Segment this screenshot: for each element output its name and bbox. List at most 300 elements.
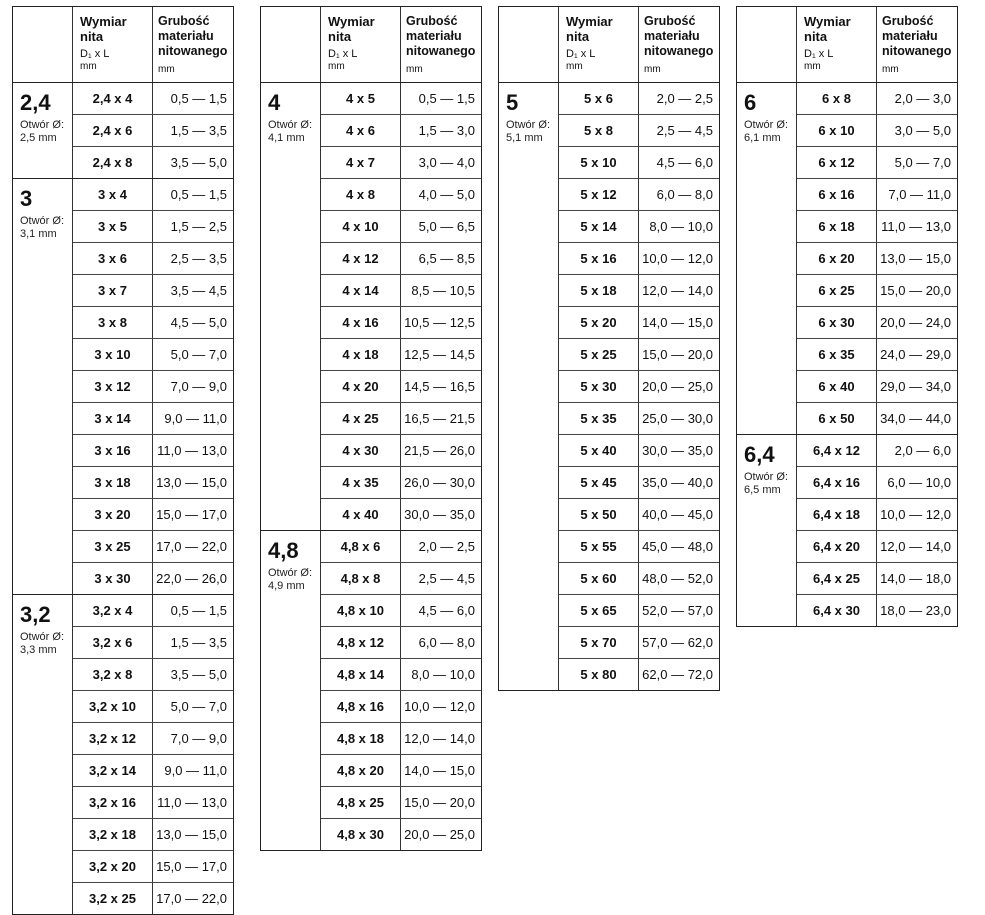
table-row: [73, 242, 233, 274]
thickness-range-cell: 17,0 — 22,0: [156, 539, 227, 554]
rivet-size-cell: 5 x 14: [559, 211, 639, 242]
table-row: [321, 370, 481, 402]
thickness-range-cell: 2,0 — 3,0: [894, 91, 951, 106]
thickness-range-cell: 15,0 — 20,0: [880, 283, 951, 298]
rivet-diameter: 2,4: [20, 90, 51, 115]
rivet-size-cell: 5 x 10: [559, 147, 639, 178]
rivet-size-cell: 3 x 20: [73, 499, 153, 530]
size-rows: [797, 83, 957, 434]
thickness-range-cell: 57,0 — 62,0: [642, 635, 713, 650]
table-row: [559, 594, 719, 626]
table-row: [797, 498, 957, 530]
diameter-label-cell: [13, 595, 73, 914]
hole-diameter-label: Otwór Ø:: [268, 567, 313, 579]
diameter-group: [737, 83, 957, 434]
table-row: [321, 722, 481, 754]
table-row: [73, 466, 233, 498]
thickness-range-cell: 8,0 — 10,0: [649, 219, 713, 234]
hole-diameter-label: Otwór Ø:: [744, 471, 789, 483]
header-rivet-size-title: Wymiar nita: [328, 14, 375, 44]
size-rows: [73, 179, 233, 594]
table-row: [559, 306, 719, 338]
thickness-range-cell: 1,5 — 3,5: [170, 635, 227, 650]
size-rows: [321, 531, 481, 850]
header-rivet-size-unit: mm: [566, 61, 583, 72]
rivet-size-cell: 3 x 18: [73, 467, 153, 498]
rivet-size-cell: 4,8 x 10: [321, 595, 401, 626]
rivet-size-cell: 6 x 16: [797, 179, 877, 210]
rivet-size-cell: 4,8 x 12: [321, 627, 401, 658]
hole-diameter-value: 4,9 mm: [268, 580, 305, 592]
thickness-range-cell: 30,0 — 35,0: [642, 443, 713, 458]
table-row: [73, 306, 233, 338]
rivet-size-cell: 5 x 60: [559, 563, 639, 594]
table-row: [73, 818, 233, 850]
rivet-size-cell: 3,2 x 10: [73, 691, 153, 722]
rivet-size-cell: 4 x 40: [321, 499, 401, 530]
thickness-range-cell: 9,0 — 11,0: [164, 411, 227, 426]
rivet-table-4: [736, 6, 958, 627]
header-blank-cell: [499, 7, 559, 82]
table-row: [73, 498, 233, 530]
thickness-range-cell: 5,0 — 7,0: [170, 699, 227, 714]
table-row: [797, 466, 957, 498]
thickness-range-cell: 17,0 — 22,0: [156, 891, 227, 906]
thickness-range-cell: 4,0 — 5,0: [418, 187, 475, 202]
thickness-range-cell: 3,0 — 5,0: [894, 123, 951, 138]
table-row: [73, 179, 233, 210]
thickness-range-cell: 8,0 — 10,0: [411, 667, 475, 682]
thickness-range-cell: 2,0 — 2,5: [418, 539, 475, 554]
rivet-size-cell: 4 x 5: [321, 83, 401, 114]
rivet-size-cell: 3 x 30: [73, 563, 153, 594]
thickness-range-cell: 0,5 — 1,5: [418, 91, 475, 106]
diameter-group: [13, 178, 233, 594]
rivet-size-cell: 4,8 x 20: [321, 755, 401, 786]
table-row: [797, 274, 957, 306]
rivet-size-cell: 3 x 25: [73, 531, 153, 562]
thickness-range-cell: 13,0 — 15,0: [156, 475, 227, 490]
table-row: [321, 562, 481, 594]
rivet-size-cell: 3,2 x 12: [73, 723, 153, 754]
hole-diameter-value: 6,1 mm: [744, 132, 781, 144]
table-row: [559, 146, 719, 178]
rivet-size-cell: 3,2 x 6: [73, 627, 153, 658]
rivet-diameter: 4: [268, 90, 281, 115]
table-row: [797, 83, 957, 114]
diameter-group: [261, 530, 481, 850]
thickness-range-cell: 22,0 — 26,0: [156, 571, 227, 586]
rivet-size-cell: 6 x 35: [797, 339, 877, 370]
thickness-range-cell: 3,5 — 4,5: [170, 283, 227, 298]
table-row: [321, 242, 481, 274]
rivet-diameter: 6,4: [744, 442, 775, 467]
header-material-thickness: [153, 7, 233, 82]
thickness-range-cell: 4,5 — 6,0: [656, 155, 713, 170]
diameter-label-cell: [13, 83, 73, 178]
rivet-size-cell: 4,8 x 6: [321, 531, 401, 562]
table-row: [321, 690, 481, 722]
thickness-range-cell: 29,0 — 34,0: [880, 379, 951, 394]
header-rivet-size: [73, 7, 153, 82]
rivet-size-cell: 6 x 40: [797, 371, 877, 402]
table-row: [559, 210, 719, 242]
header-blank-cell: [737, 7, 797, 82]
table-row: [559, 370, 719, 402]
size-rows: [321, 83, 481, 530]
thickness-range-cell: 15,0 — 20,0: [642, 347, 713, 362]
thickness-range-cell: 3,5 — 5,0: [170, 667, 227, 682]
thickness-range-cell: 4,5 — 5,0: [170, 315, 227, 330]
table-row: [73, 210, 233, 242]
rivet-size-cell: 4 x 18: [321, 339, 401, 370]
table-row: [73, 658, 233, 690]
thickness-range-cell: 34,0 — 44,0: [880, 411, 951, 426]
table-row: [321, 402, 481, 434]
rivet-size-cell: 5 x 20: [559, 307, 639, 338]
diameter-label-cell: [13, 179, 73, 594]
table-row: [321, 818, 481, 850]
rivet-size-cell: 5 x 30: [559, 371, 639, 402]
thickness-range-cell: 13,0 — 15,0: [880, 251, 951, 266]
thickness-range-cell: 14,5 — 16,5: [404, 379, 475, 394]
rivet-table-1: [12, 6, 234, 915]
diameter-label-cell: [737, 435, 797, 626]
header-material-thickness-title: Grubość materiału nitowanego: [158, 14, 228, 58]
table-row: [559, 658, 719, 690]
rivet-size-cell: 3 x 14: [73, 403, 153, 434]
rivet-size-cell: 4,8 x 8: [321, 563, 401, 594]
rivet-size-cell: 4 x 10: [321, 211, 401, 242]
rivet-diameter: 3: [20, 186, 33, 211]
header-rivet-size-title: Wymiar nita: [80, 14, 127, 44]
rivet-size-cell: 5 x 55: [559, 531, 639, 562]
thickness-range-cell: 1,5 — 3,5: [170, 123, 227, 138]
thickness-range-cell: 14,0 — 15,0: [404, 763, 475, 778]
table-row: [797, 242, 957, 274]
rivet-size-cell: 3 x 4: [73, 179, 153, 210]
thickness-range-cell: 21,5 — 26,0: [404, 443, 475, 458]
table-row: [321, 754, 481, 786]
thickness-range-cell: 6,0 — 8,0: [656, 187, 713, 202]
hole-diameter-value: 6,5 mm: [744, 484, 781, 496]
header-rivet-size-unit: mm: [328, 61, 345, 72]
table-row: [559, 338, 719, 370]
rivet-size-cell: 5 x 40: [559, 435, 639, 466]
header-material-thickness-title: Grubość materiału nitowanego: [644, 14, 714, 58]
thickness-range-cell: 16,5 — 21,5: [404, 411, 475, 426]
table-row: [559, 466, 719, 498]
table-row: [559, 626, 719, 658]
thickness-range-cell: 52,0 — 57,0: [642, 603, 713, 618]
thickness-range-cell: 2,5 — 3,5: [170, 251, 227, 266]
rivet-size-cell: 4,8 x 14: [321, 659, 401, 690]
table-row: [321, 626, 481, 658]
thickness-range-cell: 11,0 — 13,0: [157, 795, 227, 810]
rivet-size-cell: 4 x 16: [321, 307, 401, 338]
rivet-size-cell: 6 x 18: [797, 211, 877, 242]
table-header: [13, 7, 233, 83]
thickness-range-cell: 12,0 — 14,0: [404, 731, 475, 746]
table-row: [73, 850, 233, 882]
rivet-size-cell: 6,4 x 30: [797, 595, 877, 626]
hole-diameter-value: 5,1 mm: [506, 132, 543, 144]
thickness-range-cell: 3,0 — 4,0: [418, 155, 475, 170]
table-row: [321, 531, 481, 562]
thickness-range-cell: 6,0 — 8,0: [418, 635, 475, 650]
header-rivet-size-unit: mm: [804, 61, 821, 72]
rivet-size-cell: 6 x 12: [797, 147, 877, 178]
rivet-size-cell: 3,2 x 8: [73, 659, 153, 690]
header-material-thickness: [639, 7, 719, 82]
table-row: [73, 626, 233, 658]
rivet-size-cell: 6 x 30: [797, 307, 877, 338]
rivet-size-cell: 4 x 14: [321, 275, 401, 306]
thickness-range-cell: 2,5 — 4,5: [656, 123, 713, 138]
header-material-thickness: [877, 7, 957, 82]
header-rivet-size-formula: D₁ x L: [566, 48, 596, 60]
hole-diameter-value: 3,3 mm: [20, 644, 57, 656]
rivet-size-cell: 4 x 20: [321, 371, 401, 402]
rivet-size-cell: 3 x 5: [73, 211, 153, 242]
thickness-range-cell: 14,0 — 15,0: [642, 315, 713, 330]
thickness-range-cell: 15,0 — 20,0: [404, 795, 475, 810]
header-material-thickness-unit: mm: [882, 64, 899, 75]
table-row: [73, 402, 233, 434]
table-row: [73, 370, 233, 402]
thickness-range-cell: 24,0 — 29,0: [880, 347, 951, 362]
table-row: [321, 658, 481, 690]
rivet-size-cell: 3,2 x 20: [73, 851, 153, 882]
table-row: [321, 146, 481, 178]
table-row: [73, 146, 233, 178]
rivet-size-cell: 5 x 80: [559, 659, 639, 690]
header-rivet-size: [797, 7, 877, 82]
thickness-range-cell: 0,5 — 1,5: [170, 603, 227, 618]
rivet-size-cell: 6 x 8: [797, 83, 877, 114]
rivet-size-cell: 4 x 7: [321, 147, 401, 178]
header-material-thickness: [401, 7, 481, 82]
table-row: [73, 434, 233, 466]
thickness-range-cell: 62,0 — 72,0: [642, 667, 713, 682]
table-row: [321, 498, 481, 530]
table-row: [797, 370, 957, 402]
rivet-size-cell: 5 x 8: [559, 115, 639, 146]
thickness-range-cell: 5,0 — 7,0: [894, 155, 951, 170]
size-rows: [559, 83, 719, 690]
rivet-size-cell: 3 x 7: [73, 275, 153, 306]
hole-diameter-label: Otwór Ø:: [744, 119, 789, 131]
table-row: [559, 242, 719, 274]
table-row: [73, 882, 233, 914]
thickness-range-cell: 12,5 — 14,5: [404, 347, 475, 362]
thickness-range-cell: 9,0 — 11,0: [164, 763, 227, 778]
header-material-thickness-unit: mm: [406, 64, 423, 75]
table-row: [559, 114, 719, 146]
diameter-group: [737, 434, 957, 626]
diameter-label-cell: [499, 83, 559, 690]
rivet-size-cell: 5 x 65: [559, 595, 639, 626]
table-row: [73, 595, 233, 626]
table-row: [73, 530, 233, 562]
thickness-range-cell: 12,0 — 14,0: [642, 283, 713, 298]
thickness-range-cell: 18,0 — 23,0: [880, 603, 951, 618]
thickness-range-cell: 6,5 — 8,5: [418, 251, 475, 266]
thickness-range-cell: 14,0 — 18,0: [880, 571, 951, 586]
thickness-range-cell: 2,5 — 4,5: [418, 571, 475, 586]
header-rivet-size-title: Wymiar nita: [566, 14, 613, 44]
table-row: [559, 434, 719, 466]
rivet-size-cell: 2,4 x 8: [73, 147, 153, 178]
thickness-range-cell: 20,0 — 24,0: [880, 315, 951, 330]
table-row: [797, 306, 957, 338]
table-row: [321, 466, 481, 498]
rivet-size-cell: 5 x 70: [559, 627, 639, 658]
table-row: [559, 178, 719, 210]
diameter-label-cell: [261, 531, 321, 850]
rivet-size-cell: 3,2 x 4: [73, 595, 153, 626]
table-row: [797, 594, 957, 626]
table-row: [321, 338, 481, 370]
rivet-size-cell: 4 x 6: [321, 115, 401, 146]
rivet-size-cell: 5 x 45: [559, 467, 639, 498]
header-rivet-size-formula: D₁ x L: [328, 48, 358, 60]
diameter-group: [261, 83, 481, 530]
thickness-range-cell: 0,5 — 1,5: [170, 91, 227, 106]
header-blank-cell: [261, 7, 321, 82]
rivet-size-cell: 5 x 16: [559, 243, 639, 274]
rivet-size-cell: 6,4 x 12: [797, 435, 877, 466]
header-blank-cell: [13, 7, 73, 82]
table-row: [321, 178, 481, 210]
thickness-range-cell: 1,5 — 2,5: [170, 219, 227, 234]
thickness-range-cell: 7,0 — 9,0: [170, 731, 227, 746]
diameter-label-cell: [261, 83, 321, 530]
rivet-size-cell: 6 x 50: [797, 403, 877, 434]
table-row: [559, 402, 719, 434]
rivet-size-cell: 4 x 12: [321, 243, 401, 274]
header-rivet-size-unit: mm: [80, 61, 97, 72]
rivet-size-cell: 4,8 x 30: [321, 819, 401, 850]
table-row: [797, 338, 957, 370]
header-rivet-size: [559, 7, 639, 82]
thickness-range-cell: 40,0 — 45,0: [642, 507, 713, 522]
table-row: [73, 786, 233, 818]
header-material-thickness-unit: mm: [644, 64, 661, 75]
thickness-range-cell: 4,5 — 6,0: [418, 603, 475, 618]
thickness-range-cell: 2,0 — 6,0: [894, 443, 951, 458]
thickness-range-cell: 10,5 — 12,5: [404, 315, 475, 330]
table-row: [73, 114, 233, 146]
table-row: [73, 83, 233, 114]
rivet-size-cell: 4,8 x 16: [321, 691, 401, 722]
rivet-size-cell: 3 x 6: [73, 243, 153, 274]
thickness-range-cell: 11,0 — 13,0: [881, 219, 951, 234]
table-row: [73, 722, 233, 754]
table-row: [797, 402, 957, 434]
thickness-range-cell: 0,5 — 1,5: [170, 187, 227, 202]
rivet-size-cell: 2,4 x 4: [73, 83, 153, 114]
rivet-size-cell: 3 x 10: [73, 339, 153, 370]
header-material-thickness-title: Grubość materiału nitowanego: [406, 14, 476, 58]
rivet-size-cell: 5 x 25: [559, 339, 639, 370]
diameter-group: [13, 83, 233, 178]
rivet-size-cell: 4,8 x 18: [321, 723, 401, 754]
table-row: [73, 690, 233, 722]
header-rivet-size-title: Wymiar nita: [804, 14, 851, 44]
table-row: [73, 562, 233, 594]
thickness-range-cell: 8,5 — 10,5: [411, 283, 475, 298]
header-material-thickness-unit: mm: [158, 64, 175, 75]
rivet-size-cell: 5 x 18: [559, 275, 639, 306]
table-header: [261, 7, 481, 83]
thickness-range-cell: 25,0 — 30,0: [642, 411, 713, 426]
rivet-size-cell: 4 x 25: [321, 403, 401, 434]
table-header: [499, 7, 719, 83]
rivet-table-2: [260, 6, 482, 851]
table-row: [797, 530, 957, 562]
diameter-group: [499, 83, 719, 690]
thickness-range-cell: 10,0 — 12,0: [404, 699, 475, 714]
rivet-size-cell: 6,4 x 25: [797, 563, 877, 594]
table-row: [559, 530, 719, 562]
table-row: [321, 210, 481, 242]
thickness-range-cell: 10,0 — 12,0: [880, 507, 951, 522]
table-row: [73, 338, 233, 370]
thickness-range-cell: 13,0 — 15,0: [156, 827, 227, 842]
table-row: [559, 562, 719, 594]
table-row: [321, 274, 481, 306]
diameter-label-cell: [737, 83, 797, 434]
thickness-range-cell: 30,0 — 35,0: [404, 507, 475, 522]
thickness-range-cell: 20,0 — 25,0: [642, 379, 713, 394]
rivet-size-cell: 5 x 35: [559, 403, 639, 434]
header-rivet-size-formula: D₁ x L: [80, 48, 110, 60]
rivet-size-cell: 3,2 x 16: [73, 787, 153, 818]
size-rows: [797, 435, 957, 626]
rivet-diameter: 6: [744, 90, 757, 115]
header-material-thickness-title: Grubość materiału nitowanego: [882, 14, 952, 58]
table-row: [797, 114, 957, 146]
thickness-range-cell: 26,0 — 30,0: [404, 475, 475, 490]
hole-diameter-value: 2,5 mm: [20, 132, 57, 144]
rivet-size-cell: 4 x 35: [321, 467, 401, 498]
table-row: [797, 562, 957, 594]
rivet-table-3: [498, 6, 720, 691]
rivet-diameter: 3,2: [20, 602, 51, 627]
rivet-diameter: 5: [506, 90, 519, 115]
rivet-size-cell: 4,8 x 25: [321, 787, 401, 818]
hole-diameter-label: Otwór Ø:: [268, 119, 313, 131]
size-rows: [73, 83, 233, 178]
rivet-size-cell: 6,4 x 16: [797, 467, 877, 498]
hole-diameter-label: Otwór Ø:: [20, 631, 65, 643]
thickness-range-cell: 2,0 — 2,5: [656, 91, 713, 106]
thickness-range-cell: 5,0 — 7,0: [170, 347, 227, 362]
table-row: [797, 146, 957, 178]
thickness-range-cell: 48,0 — 52,0: [642, 571, 713, 586]
size-rows: [73, 595, 233, 914]
table-row: [321, 83, 481, 114]
hole-diameter-label: Otwór Ø:: [20, 215, 65, 227]
thickness-range-cell: 7,0 — 11,0: [888, 187, 951, 202]
rivet-size-cell: 5 x 6: [559, 83, 639, 114]
table-row: [797, 210, 957, 242]
table-row: [559, 498, 719, 530]
table-row: [321, 114, 481, 146]
table-row: [73, 754, 233, 786]
rivet-size-cell: 5 x 12: [559, 179, 639, 210]
